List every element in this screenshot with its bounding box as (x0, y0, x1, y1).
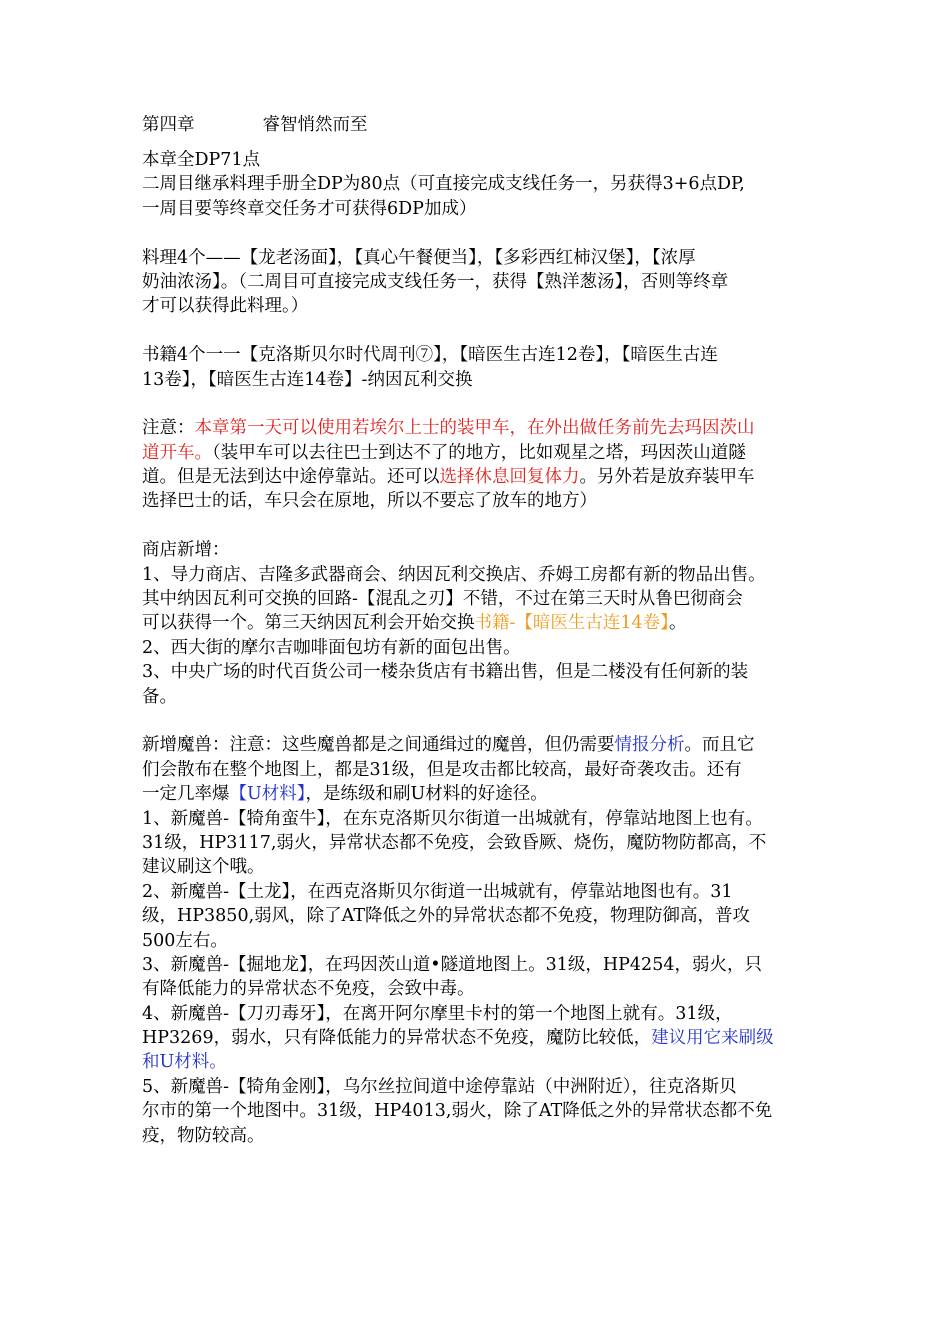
chapter-title (142, 112, 832, 140)
shop-line-1: 1、导力商店、吉隆多武器商会、纳因瓦利交换店、乔姆工房都有新的物品出售。 (142, 564, 766, 585)
monsters-text: 新增魔兽：注意：这些魔兽都是之间通缉过的魔兽，但仍需要 (142, 735, 615, 756)
notice-text: 。另外若是放弃装甲车 (579, 467, 755, 488)
shop-line-6: 备。 (142, 686, 177, 707)
shop-heading: 商店新增： (142, 540, 230, 561)
chapter-name: 睿智悄然而至 (262, 115, 368, 135)
notice-highlight: 本章第一天可以使用若埃尔上士的装甲车，在外出做任务前先去玛因茨山 (194, 418, 755, 439)
books-line-1: 书籍4个一一【克洛斯贝尔时代周刊⑦】，【暗医生古连12卷】，【暗医生古连 (142, 345, 718, 366)
monsters-text: HP3269，弱水，只有降低能力的异常状态不免疫，魔防比较低， (142, 1028, 652, 1049)
monster-5-line-1: 5、新魔兽-【犄角金刚】，乌尔丝拉间道中途停靠站（中洲附近），往克洛斯贝 (142, 1076, 737, 1097)
monster-4-line-1: 4、新魔兽-【刀刃毒牙】，在离开阿尔摩里卡村的第一个地图上就有。31级， (142, 1003, 733, 1024)
monsters-highlight: 情报分析 (614, 735, 685, 756)
shop-line-5: 3、中央广场的时代百货公司一楼杂货店有书籍出售，但是二楼没有任何新的装 (142, 662, 749, 683)
notice-prefix: 注意： (142, 418, 195, 439)
shop-text: 可以获得一个。第三天纳因瓦利会开始交换 (142, 613, 475, 634)
monsters-text: ，是练级和刷U材料的好途径。 (305, 784, 548, 805)
monster-3-line-2: 有降低能力的异常状态不免疫，会致中毒。 (142, 979, 475, 1000)
notice-line-4: 选择巴士的话，车只会在原地，所以不要忘了放车的地方） (142, 491, 597, 512)
monsters-highlight: 和U材料。 (142, 1052, 227, 1073)
notice-line-3 (142, 465, 832, 489)
monsters-intro-line-1 (142, 733, 832, 757)
monster-2-line-3: 500左右。 (142, 930, 228, 951)
shop-line-3 (142, 611, 832, 635)
notice-line-1 (142, 416, 832, 440)
monsters-highlight: 【U材料】 (229, 784, 306, 805)
monster-4-line-3 (142, 1050, 832, 1074)
shop-text: 。 (668, 613, 687, 634)
monster-3-line-1: 3、新魔兽-【掘地龙】，在玛因茨山道•隧道地图上。31级，HP4254，弱火，只 (142, 954, 762, 975)
shop-line-2: 其中纳因瓦利可交换的回路-【混乱之刃】不错，不过在第三天时从鲁巴彻商会 (142, 589, 743, 610)
monsters-text: 。而且它 (684, 735, 755, 756)
notice-line-2 (142, 441, 832, 465)
notice-text: （装甲车可以去往巴士到达不了的地方，比如观星之塔，玛因茨山道隧 (212, 442, 746, 463)
monster-5-line-3: 疫，物防较高。 (142, 1125, 265, 1146)
dp-note-line-1: 二周目继承料理手册全DP为80点（可直接完成支线任务一，另获得3+6点DP, (142, 174, 745, 195)
cooking-line-3: 才可以获得此料理。） (142, 296, 309, 317)
monsters-intro-line-3 (142, 782, 832, 806)
cooking-line-1: 料理4个——【龙老汤面】，【真心午餐便当】，【多彩西红柿汉堡】，【浓厚 (142, 247, 696, 268)
books-line-2: 13卷】，【暗医生古连14卷】-纳因瓦利交换 (142, 369, 473, 390)
dp-note-line-2: 一周目要等终章交任务才可获得6DP加成） (142, 198, 477, 219)
notice-highlight: 选择休息回复体力 (439, 467, 580, 488)
notice-highlight: 道开车。 (142, 442, 212, 463)
dp-total: 本章全DP71点 (142, 150, 261, 170)
monster-2-line-2: 级，HP3850,弱风，除了AT降低之外的异常状态都不免疫，物理防御高，普攻 (142, 906, 750, 927)
monsters-intro-line-2: 们会散布在整个地图上，都是31级，但是攻击都比较高，最好奇袭攻击。还有 (142, 759, 742, 780)
monster-1-line-3: 建议刷这个哦。 (142, 857, 265, 878)
monsters-highlight: 建议用它来刷级 (651, 1028, 774, 1049)
notice-text: 道。但是无法到达中途停靠站。还可以 (142, 467, 440, 488)
monsters-text: 一定几率爆 (142, 784, 230, 805)
monster-2-line-1: 2、新魔兽-【土龙】，在西克洛斯贝尔街道一出城就有，停靠站地图也有。31 (142, 881, 733, 902)
monster-1-line-1: 1、新魔兽-【犄角蛮牛】，在东克洛斯贝尔街道一出城就有，停靠站地图上也有。 (142, 808, 763, 829)
document-body (142, 112, 832, 1148)
monster-4-line-2 (142, 1026, 832, 1050)
chapter-label: 第四章 (142, 115, 195, 135)
cooking-line-2: 奶油浓汤】。（二周目可直接完成支线任务一，获得【熟洋葱汤】，否则等终章 (142, 271, 729, 292)
monster-1-line-2: 31级，HP3117,弱火，异常状态都不免疫，会致昏厥、烧伤，魔防物防都高，不 (142, 832, 767, 853)
monster-5-line-2: 尔市的第一个地图中。31级，HP4013,弱火，除了AT降低之外的异常状态都不免 (142, 1101, 773, 1122)
shop-highlight: 书籍-【暗医生古连14卷】 (474, 613, 669, 634)
shop-line-4: 2、西大街的摩尔吉咖啡面包坊有新的面包出售。 (142, 637, 521, 658)
